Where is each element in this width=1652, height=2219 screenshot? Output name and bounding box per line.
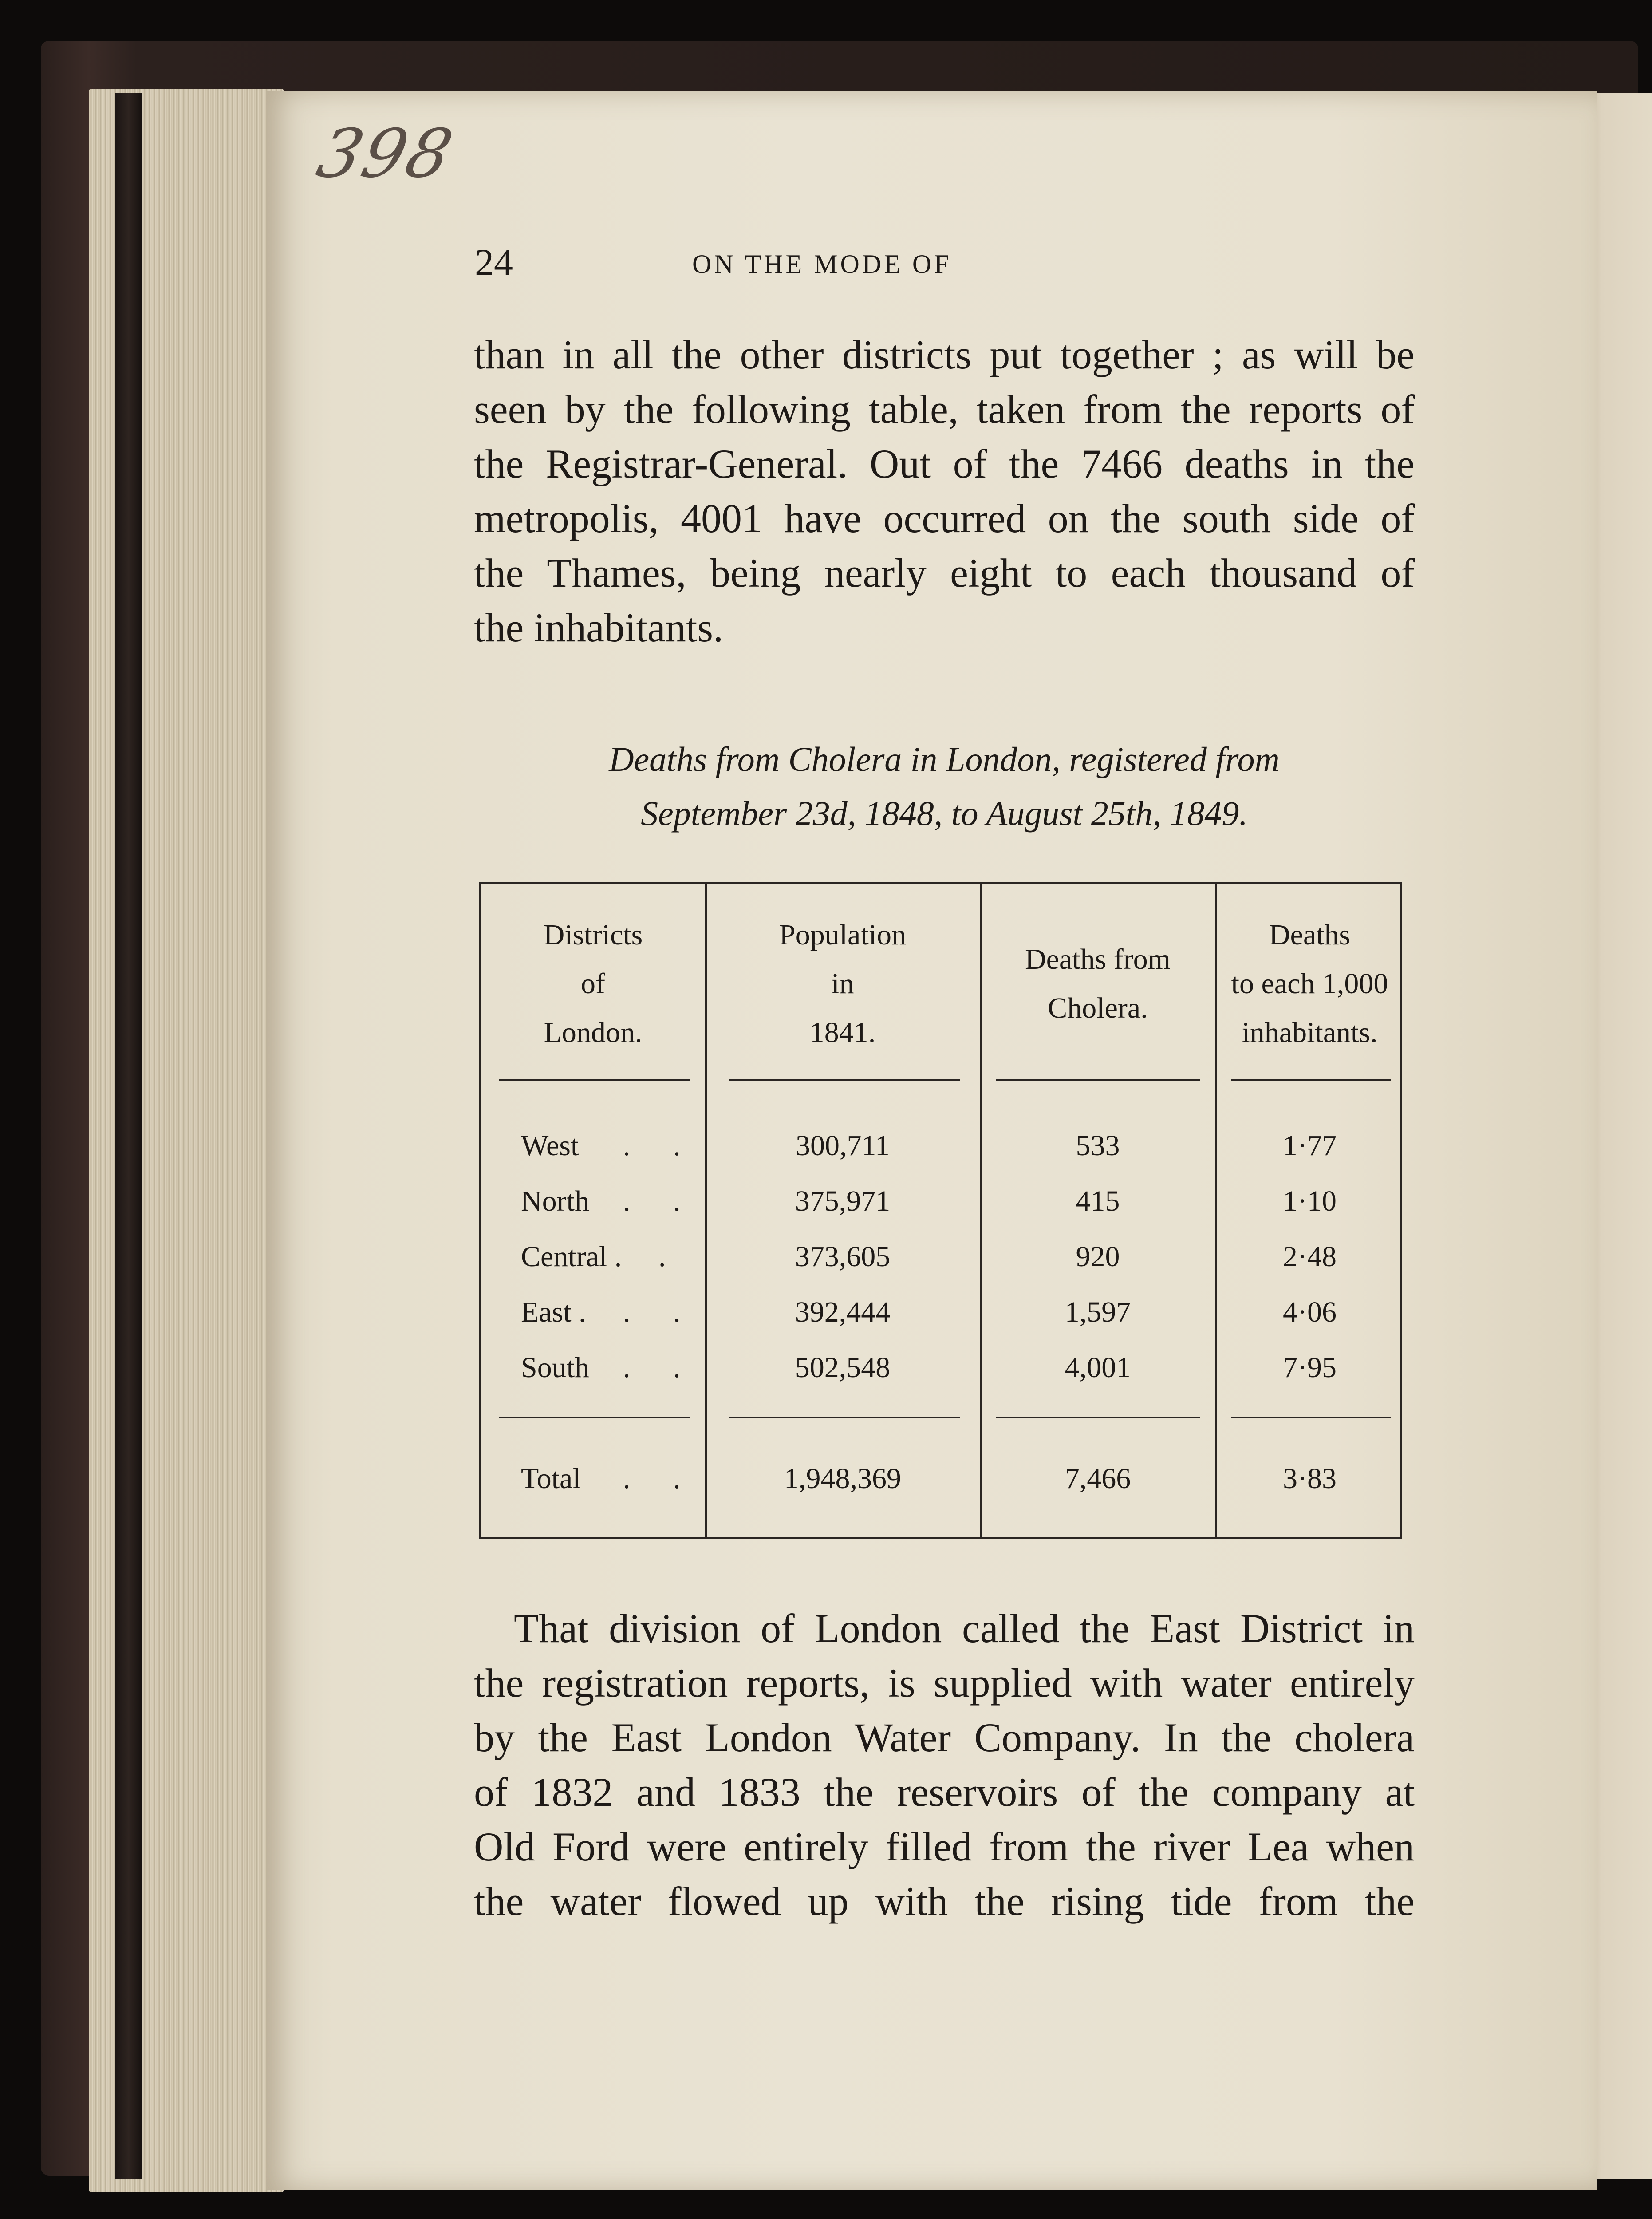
text-line: That division of London called the East District in <box>514 1606 1415 1651</box>
header-rate: Deaths to each 1,000 inhabitants. <box>1231 919 1388 1049</box>
total-rule <box>996 1417 1200 1418</box>
text-line: Old Ford were entirely filled from the river Lea when <box>474 1824 1415 1869</box>
text-line: the Registrar-General. Out of the 7466 deaths in the <box>474 441 1415 486</box>
table-row: South . . 502,548 4,001 7·95 <box>521 1351 1337 1384</box>
caption-line: September 23d, 1848, to August 25th, 1849. <box>641 794 1248 833</box>
paragraph-east-district <box>474 1601 1415 1929</box>
header-districts: Districts of London. <box>543 919 643 1049</box>
table-row: East . . . 392,444 1,597 4·06 <box>521 1296 1337 1328</box>
text-line: the water flowed up with the rising tide from the <box>474 1879 1415 1924</box>
table-row: West . . 300,711 533 1·77 <box>521 1129 1337 1162</box>
text-line: by the East London Water Company. In the cholera <box>474 1715 1415 1760</box>
table-row: North . . 375,971 415 1·10 <box>521 1185 1337 1217</box>
paragraph-intro <box>474 328 1415 655</box>
table-total-row: Total . . 1,948,369 7,466 3·83 <box>521 1462 1337 1495</box>
text-line: of 1832 and 1833 the reservoirs of the company at <box>474 1769 1415 1815</box>
total-rule <box>499 1417 690 1418</box>
text-line: seen by the following table, taken from the reports of <box>474 387 1415 432</box>
header-rule <box>499 1079 690 1081</box>
spine-shadow <box>115 93 142 2179</box>
header-rule <box>729 1079 960 1081</box>
header-deaths: Deaths from Cholera. <box>1025 943 1171 1024</box>
handwritten-page-number: 398 <box>310 115 462 193</box>
caption-line: Deaths from Cholera in London, registered from <box>609 740 1280 778</box>
running-head: ON THE MODE OF <box>692 249 952 279</box>
total-rule <box>1231 1417 1391 1418</box>
table-row: Central . . 373,605 920 2·48 <box>521 1240 1337 1273</box>
header-rule <box>996 1079 1200 1081</box>
page-number: 24 <box>475 241 513 284</box>
text-line: metropolis, 4001 have occurred on the south side of <box>474 496 1415 541</box>
text-line: the registration reports, is supplied with water entirely <box>474 1660 1415 1706</box>
table-caption <box>474 732 1415 841</box>
text-line: than in all the other districts put together ; as will be <box>474 332 1415 377</box>
cholera-deaths-table <box>479 882 1402 1539</box>
total-rule <box>729 1417 960 1418</box>
header-rule <box>1231 1079 1391 1081</box>
text-line: the Thames, being nearly eight to each thousand of <box>474 550 1415 596</box>
header-population: Population in 1841. <box>779 919 906 1049</box>
text-line: the inhabitants. <box>474 605 724 650</box>
